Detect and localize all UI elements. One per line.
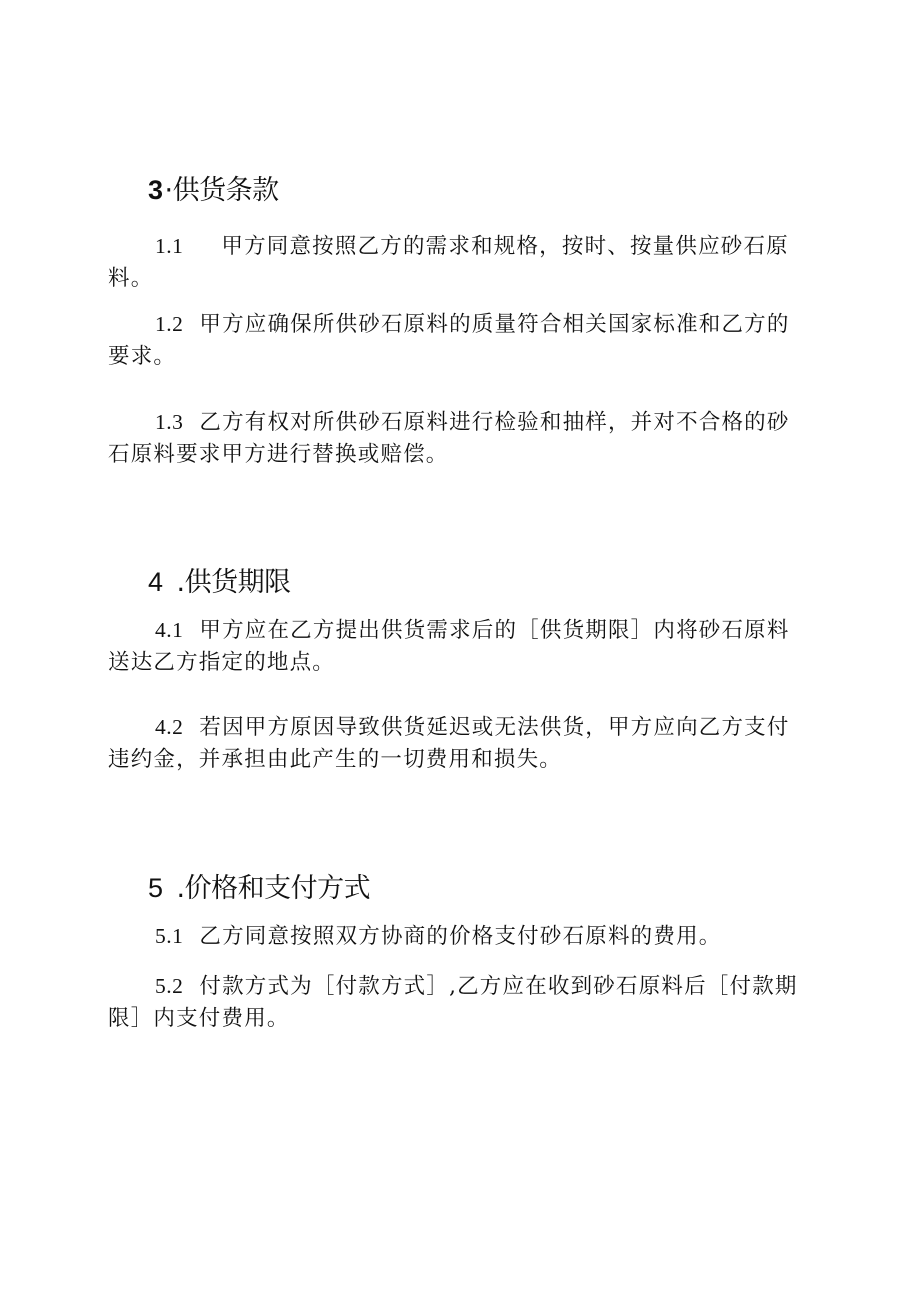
section-title: 供货期限 — [184, 567, 291, 598]
clause-5-1 — [108, 920, 808, 953]
clause-text-line2: 料。 — [108, 266, 154, 291]
section-heading-3 — [148, 168, 279, 207]
clause-number: 1.3 — [155, 410, 184, 434]
clause-text-line2: 违约金，并承担由此产生的一切费用和损失。 — [108, 747, 563, 772]
clause-text-line1: 甲方应在乙方提出供货需求后的［供货期限］内将砂石原料 — [199, 618, 790, 643]
section-title: 供货条款 — [172, 175, 279, 206]
section-number: 4 — [148, 567, 163, 597]
clause-text-line1: 付款方式为［付款方式］,乙方应在收到砂石原料后［付款期 — [199, 974, 798, 999]
clause-text-line1: 乙方同意按照双方协商的价格支付砂石原料的费用。 — [199, 924, 722, 949]
clause-text-line2: 石原料要求甲方进行替换或赔偿。 — [108, 442, 449, 467]
clause-1-2 — [108, 308, 808, 373]
clause-number: 4.1 — [155, 618, 184, 642]
clause-4-1 — [108, 614, 808, 679]
clause-number: 4.2 — [155, 715, 184, 739]
clause-number: 1.1 — [155, 234, 184, 258]
clause-text-line1: 若因甲方原因导致供货延迟或无法供货，甲方应向乙方支付 — [199, 715, 790, 740]
clause-text-line2: 要求。 — [108, 344, 177, 369]
clause-5-2 — [108, 970, 808, 1035]
clause-text-line2: 送达乙方指定的地点。 — [108, 650, 336, 675]
section-heading-5 — [148, 866, 370, 905]
clause-1-1 — [108, 230, 808, 295]
section-separator: . — [176, 873, 185, 904]
clause-4-2 — [108, 711, 808, 776]
clause-text-line1: 乙方有权对所供砂石原料进行检验和抽样，并对不合格的砂 — [199, 410, 790, 435]
clause-text-line1: 甲方应确保所供砂石原料的质量符合相关国家标准和乙方的 — [199, 312, 790, 337]
section-title: 价格和支付方式 — [184, 873, 371, 904]
clause-number: 5.2 — [155, 974, 184, 998]
section-separator: . — [176, 567, 185, 598]
clause-number: 1.2 — [155, 312, 184, 336]
section-separator: · — [164, 175, 173, 206]
section-number: 3 — [148, 175, 163, 205]
section-number: 5 — [148, 873, 163, 903]
clause-number: 5.1 — [155, 924, 184, 948]
clause-1-3 — [108, 406, 808, 471]
clause-text-line2: 限］内支付费用。 — [108, 1006, 290, 1031]
section-heading-4 — [148, 560, 291, 599]
clause-text-line1: 甲方同意按照乙方的需求和规格，按时、按量供应砂石原 — [221, 234, 789, 259]
